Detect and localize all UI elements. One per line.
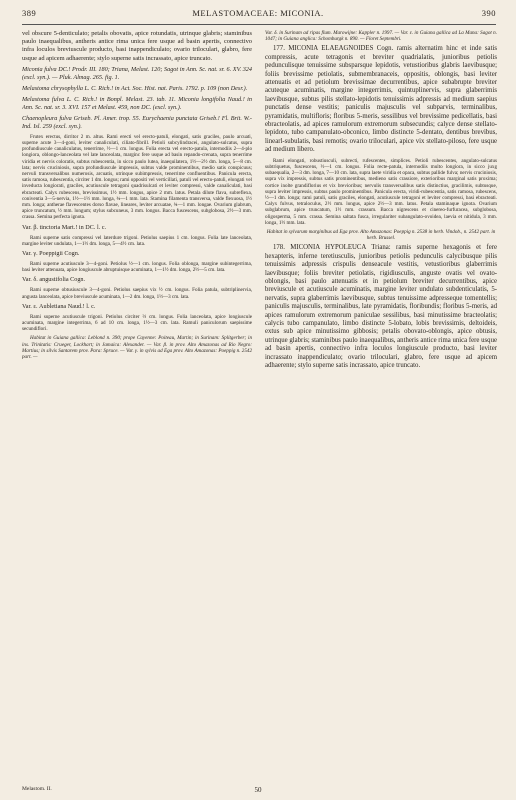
left-paragraph: Melastoma fulva L. C. Rich.! in Bonpl. Melast. 23. tab. 11. Miconia longifolia Naud.! in Ann. Sc. nat. sr. 3. XVI. 157 et Melast. 459, non DC. (excl. syn.). xyxy=(22,95,252,111)
sheet-number: 50 xyxy=(254,786,262,794)
left-paragraph: vel obscure 5-denticulato; petalis obovatis, apice rotundatis, utrinque glabris; staminibus paulo inaequalibus, antheris antice rima unica fere usque ad basin apertis, connectivo infra loculos breviuscule producto, basi inappendiculato; ovario triloculari, glabro, fere usque ad apicem adhaerente; stylo superne satis incrassato, apice truncato. xyxy=(22,30,252,62)
left-paragraph: Var. γ. Poeppigii Cogn. xyxy=(22,250,80,258)
page-number-right: 390 xyxy=(481,8,496,18)
left-column xyxy=(22,30,252,782)
header-rule xyxy=(22,24,496,25)
signature-mark: Melastom. II. xyxy=(22,786,52,792)
left-paragraph: Rami superne satis compressi vel laterdure trigoni. Petiolus saepius 1 cm. longus. Folia late lanceolata, margine leviter undulata, 1—1½ dm. longa, 5—4½ cm. lata. xyxy=(22,234,252,247)
left-paragraph: Rami superne acutiuscule 3—4-goni. Petiolus ½—1 cm. longus. Folia oblonga, margine subintegerrima, basi leviter attenuata, apice longiuscule abruptuisque acuminata, 1—1½ dm. longa, 2½—5 cm. lata. xyxy=(22,261,252,274)
left-paragraph: Rami superne acutiuscule trigoni. Petiolus circiter ⅔ cm. longus. Folia lanceolata, apice longiuscule acuminata, margine integerrima, 6 ad 10 cm. longa, 1½—3 cm. lata. Ramuli paniculorum saepissime secundiflori. xyxy=(22,313,252,333)
left-paragraph: Chaenopleura fulva Griseb. Pl. Amer. trop. 55. Eurychaenia punctata Griseb.! Fl. Brit. W.-Ind. Isl. 259 (excl. syn.). xyxy=(22,114,252,130)
left-paragraph: Frutex erectus, dirritor 2 m. altus. Rami erecti vel erecto-patuli, elongati, satis graciles, paulo arcuati, superne acute 3—4-goni, leviter canaliculati, ciliato-fibrill. Petioli subcylindracei, angulato-sulcatus, supra profundiuscule canaliculatus, tenerrime, ½—1 cm. longus. Folia erecta vel erecto-patula, internodiis 2—4-plo longiora, oblongo-lanceolata vel late lanceolata, marginc fere usque ad basin repando-crenata, supra tenerrime viridia et nervis coloratis, subtus rubescentia, in sicco paulo lutea, inaequilatera, 1½—2½ dm. longa, 5—8 cm. lata; nervis cruciniosis, supra profundiuscule impressis, subtus valde prominentibus, medio satis conspicuus; nervuli transversalibus numerosis, arcuatis, utrinque subimpressis, tenerrime confluentibus. Panicula erecta, satis ramosa, rubescentia, circiter 1 dm. longus; rami oppositi vel verticillati, patuli vel erecto-patuli, elongati vel inveducta longiorati, graciles, acutiuscule tetragoni quadrisulcati et leviter compressi, valde canaliculati, basi ebracteati. Calyx rubescens, brevissimus, 1½ mm. longus, apice 2 mm. latus. Petala dilute flava, subreflexa, coniventia 3—5-nervia, 1½—1½ mm. longa, ¾—1 mm. lata. Stamina filamenta transversa, valde flexuosa, 1½ mm. longa; antherae flavescentes dorso flavae, lineares, leviter arcuatae, ¾—1 mm. longae. Ovarium glabrum, apice truncatum, ½ mm. longum; stylus subcuneus, 3 mm. longus. Bacca fuscescens, subglobosa, 2½—3 mm. crassa. Semina perfecta ignota. xyxy=(22,133,252,221)
right-column xyxy=(265,30,497,782)
right-paragraph: 178. MICONIA HYPOLEUCA Triana: ramis superne hexagonis et fere hexapteris, inferne teretiusculis, junioribus petiolis pedunculis calycibusque pilis tenuissimis adpressis crispulis denseacule vestitis, vetustioribus glaberrimis laevibusque; foliis breviter petiolatis, rigidiusculis, anguste ovatis vel ovato-oblongis, basi paulo attenuatis et in petiolum breviter decurrentibus, apice breviuscule et acutiuscule acuminatis, margine leviter undulato subdenticulatis, 5-nervatis, supra glaberrimis laevibusque, subtus tenuissime adpresseque tomentellis; paniculis majusculis, terminalibus, late pyramidatis, floribundis; floribus 5-meris, ad apices ramulorum extremorum paniculae sessilibus, basi minutissime bracteolatis; calycis tubo campanulato, limbo distincte 5-lobato, lobis brevissimis, deltoideis, extus sub apice minutissimo gibbosis; petalis obovato-oblongis, apice obtusis, utrinque glabris; staminibus paulo inaequalibus, antheris antice rima unica fere usque ad basin apertis, connectivo infra loculos longiuscule producto, basi leviter incrassato inappendiculato; ovario triloculari, glabro, fere usque ad apicem adhaerente; stylo superne satis incrassato, apice truncato. xyxy=(265,244,497,370)
running-title: MELASTOMACEAE: MICONIA. xyxy=(192,8,324,18)
left-paragraph: Var. δ. angustifolia Cogn. xyxy=(22,276,86,284)
right-paragraph: Habitat in sylvarum marginibus ad Ega prov. Alto Amazonas: Poeppig n. 2538 in herb. Vindob., n. 2542 part. in herb. Brussel. xyxy=(266,228,496,242)
right-paragraph: Rami elongati, robustiusculi, subrecti, rufescentes, simplices. Petioli rubescentes, angulato-sulcatus subtriquetus, fuscescens, ½—1 cm. longus. Folia recte-patula, internodiis multo longiora, in sicco juxg subaequalia, 2—3 dm. longa, 7—10 cm. lata, supra laete viridia et opaca, subtus pallide fulva; nervis cruciniosis, supra vix impressis, subtus satis prominentibus, medieno satis crassiore, exterioribus marginal satis proxima; cortice inolte grandiflorius et vix brevioribus; nervulis transversalibus satis distinctius, gracilimis, subtusque, supra leviter impressis, subtus paulo prominentibus. Panicula erecta, viridi-rubescentia, satis ramosa, rubescens, ½—1 dm. longa; rami patuli, satis graciles, elongati, acutiuscule tetragoni et leviter compressi, basi ebracteati. Calyx fulvus, tetraloculus, 2½ mm. longus, apice 2½—3 mm. latus. Petala staminaque ignota. Ovarium subglabrum, apice truncatum, 1½ mm. crassum. Bacca nigrescens et cinereo-furfuracea, subglobosa, oligosperma, 5 mm. crassa. Semina saltata fusca, irregulariter subangulato-ovoidea, laevia et nitidula, 3 mm. longa, 1½ mm. lata. xyxy=(265,157,497,226)
left-paragraph: Var. β. tinctoria Mart.! in DC. l. c. xyxy=(22,223,107,231)
right-paragraph: Var. δ. in Surinam ad ripas flum. Marowijne: Kappler n. 1997. — Var. ε. in Guiana gallica ad La Mana: Sagot n. 1047; in Guiana anglica: Schomburgk n. 890. — Floret Septembri. xyxy=(265,30,497,43)
left-paragraph: Habitat in Guiana gallica: Leblond n. 390; prope Cayenne: Poiteau, Martin; in Surinam: Splitgerber; in ins. Trinitatis: Crueger, Lockhart; in Jamaica: Alexander. — Var. β. in prov. Alto Amazonas ad Rio Negro: Martius; in silvis Santarem prov. Para: Spruce. — Var. γ. in sylvis ad Ega prov. Alto Amazonas: Poeppig n. 2542 part. — xyxy=(22,335,252,361)
right-paragraph: 177. MICONIA ELAEAGNOIDES Cogn. ramis alternatim hinc et inde satis compressis, acute tetragonis et breviter quadrialatis, junioribus petiolis pedunculisque tenuissime subsparsque lepidotis, vetustioribus glabris laevibusque; foliis brevissime petiolatis, submembranaceis, oppositis, oblongis, basi leviter attenuatis et ad petiolum brevissimae decurrentibus, apice subabrupte breviter acuteque acuminatis, margine integerrimis, quintuplinervis, supra glaberrimis laevibusque, subtus pilis stellato-lepidotis tenuissimis adpressis ad medium saepius punctatis dense vestitis; paniculis majusculis vel subparvis, terminalibus, pyramidatis, multifloris; floribus 5-meris, sessilibus vel brevissime pedicellatis, basi ebracteolatis, ad apices ramulorum extremorum subsecundis; calyce dense stellato-lepidoto, tubo campanulato-obconico, limbo distincte 5-dentato, dentibus brevibus, linearl-subulatis, basi remotis; ovario triloculari, apice vix stellato-piloso, fere usque ad medium libero. xyxy=(265,45,497,154)
left-paragraph: Rami superne obtusiuscule 3—4-goni. Petiolus saepius vix ½ cm. longus. Folia patula, subtriplinervia, angusta lanceolata, apice breviuscule acuminata, 1—2 dm. longa, 1½—3 cm. lata. xyxy=(22,287,252,300)
left-paragraph: Miconia fulva DC.! Prodr. III. 180; Triana, Melast. 120; Sagot in Ann. Sc. nat. sr. 6. XV. 324 (excl. syn.). — Pluk. Almag. 265. fig. 1. xyxy=(22,65,252,81)
left-paragraph: Melastoma chrysophylla L. C. Rich.! in Act. Soc. Hist. nat. Paris. 1792. p. 109 (non Desr.). xyxy=(22,84,248,92)
left-paragraph: Var. ε. Aubletiana Naud.! l. c. xyxy=(22,302,96,310)
page-number-left: 389 xyxy=(22,8,37,18)
